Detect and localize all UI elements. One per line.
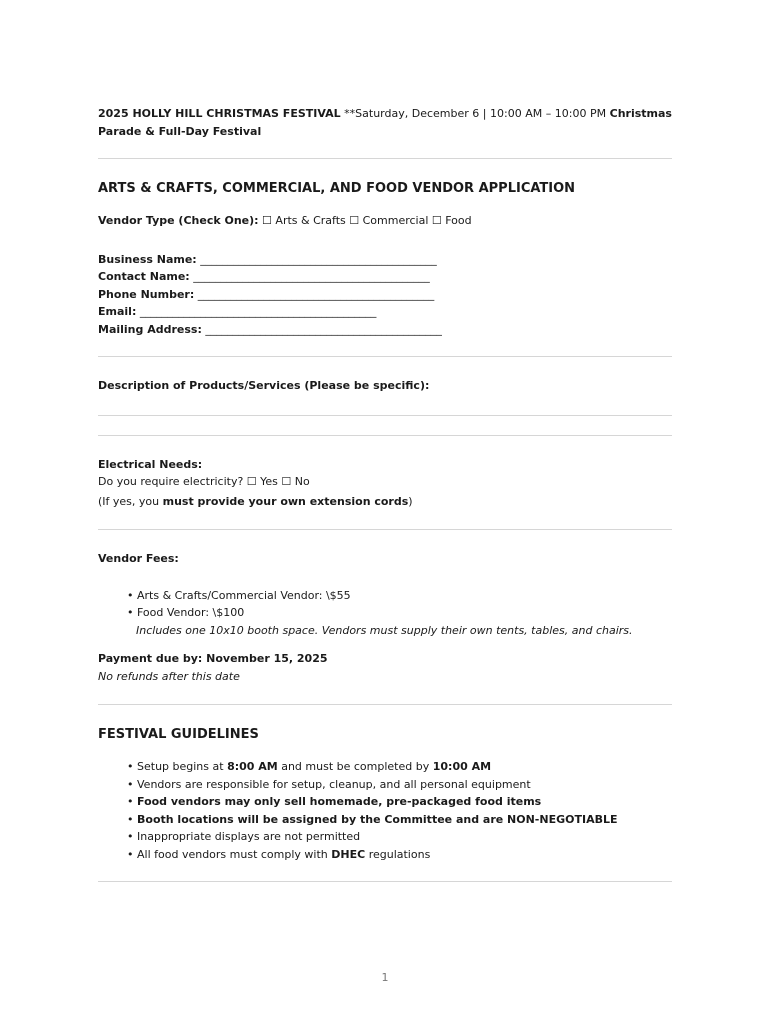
field-label: Phone Number: <box>98 287 195 301</box>
business-name-field <box>98 251 672 269</box>
field-blank: ___________________________________________ <box>136 305 377 318</box>
setup-mid: and must be completed by <box>277 760 433 773</box>
list-item: • Vendors are responsible for setup, cleanup, and all personal equipment <box>127 776 672 794</box>
field-label: Mailing Address: <box>98 322 202 336</box>
vendor-fees-label <box>98 550 672 568</box>
vendor-fees-label-text: Vendor Fees: <box>98 552 179 565</box>
list-item: • Food Vendor: \$100 <box>127 604 672 622</box>
divider <box>98 881 672 882</box>
vendor-type-options: ☐ Arts & Crafts ☐ Commercial ☐ Food <box>258 214 472 227</box>
field-blank: ___________________________________________ <box>189 270 430 283</box>
food-vendor-rule: Food vendors may only sell homemade, pre-packaged food items <box>137 795 542 808</box>
note-suffix: ) <box>408 494 413 508</box>
document-page <box>98 105 672 882</box>
dhec-prefix: All food vendors must comply with <box>137 847 332 861</box>
festival-parade: Christmas Parade & Full-Day Festival <box>98 107 672 138</box>
page-number: 1 <box>381 971 389 984</box>
description-line <box>98 415 672 416</box>
fee-list <box>98 587 672 622</box>
festival-date: **Saturday, December 6 | 10:00 AM – 10:00 PM <box>340 107 610 120</box>
vendor-type-label: Vendor Type (Check One): <box>98 214 259 227</box>
list-item: • Inappropriate displays are not permitted <box>127 828 672 846</box>
electrical-section <box>98 456 672 511</box>
payment-due-text: Payment due by: November 15, 2025 <box>98 652 328 665</box>
setup-start: 8:00 AM <box>227 760 278 773</box>
list-item <box>127 846 672 864</box>
setup-prefix: Setup begins at <box>137 760 228 773</box>
refund-note-text: No refunds after this date <box>98 669 240 683</box>
description-label-text: Description of Products/Services (Please be specific): <box>98 379 430 392</box>
list-item: • Arts & Crafts/Commercial Vendor: \$55 <box>127 587 672 605</box>
booth-location-rule: Booth locations will be assigned by the Committee and are NON-NEGOTIABLE <box>137 812 618 826</box>
email-field <box>98 303 672 321</box>
vendor-type-line <box>98 212 672 230</box>
electrical-label: Electrical Needs: <box>98 457 203 471</box>
contact-fields <box>98 251 672 339</box>
field-blank: ___________________________________________ <box>201 322 442 336</box>
electricity-question: Do you require electricity? ☐ Yes ☐ No <box>98 475 310 488</box>
dhec-bold: DHEC <box>331 847 366 861</box>
field-blank: ___________________________________________ <box>196 252 437 266</box>
application-heading: ARTS & CRAFTS, COMMERCIAL, AND FOOD VENDOR APPLICATION <box>98 181 576 196</box>
description-line <box>98 435 672 436</box>
list-item <box>127 793 672 811</box>
festival-title: 2025 HOLLY HILL CHRISTMAS FESTIVAL <box>98 107 341 120</box>
extension-cord-note <box>98 493 672 511</box>
refund-note <box>98 668 672 686</box>
phone-number-field <box>98 286 672 304</box>
description-label <box>98 377 672 395</box>
list-item <box>127 758 672 776</box>
booth-note: Includes one 10x10 booth space. Vendors must supply their own tents, tables, and chairs. <box>136 623 633 637</box>
divider <box>98 704 672 705</box>
contact-name-field <box>98 268 672 286</box>
divider <box>98 529 672 530</box>
note-bold: must provide your own extension cords <box>162 494 409 508</box>
field-blank: ___________________________________________ <box>194 287 435 301</box>
field-label: Business Name: <box>98 252 197 266</box>
festival-header <box>98 105 672 140</box>
dhec-suffix: regulations <box>365 847 431 861</box>
note-prefix: (If yes, you <box>98 494 163 508</box>
divider <box>98 356 672 357</box>
guidelines-heading: FESTIVAL GUIDELINES <box>98 727 259 742</box>
field-label: Contact Name: <box>98 270 190 283</box>
payment-due <box>98 650 672 668</box>
guidelines-list <box>98 758 672 863</box>
setup-end: 10:00 AM <box>432 760 492 773</box>
field-label: Email: <box>98 305 137 318</box>
mailing-address-field <box>98 321 672 339</box>
list-item <box>127 811 672 829</box>
divider <box>98 158 672 159</box>
